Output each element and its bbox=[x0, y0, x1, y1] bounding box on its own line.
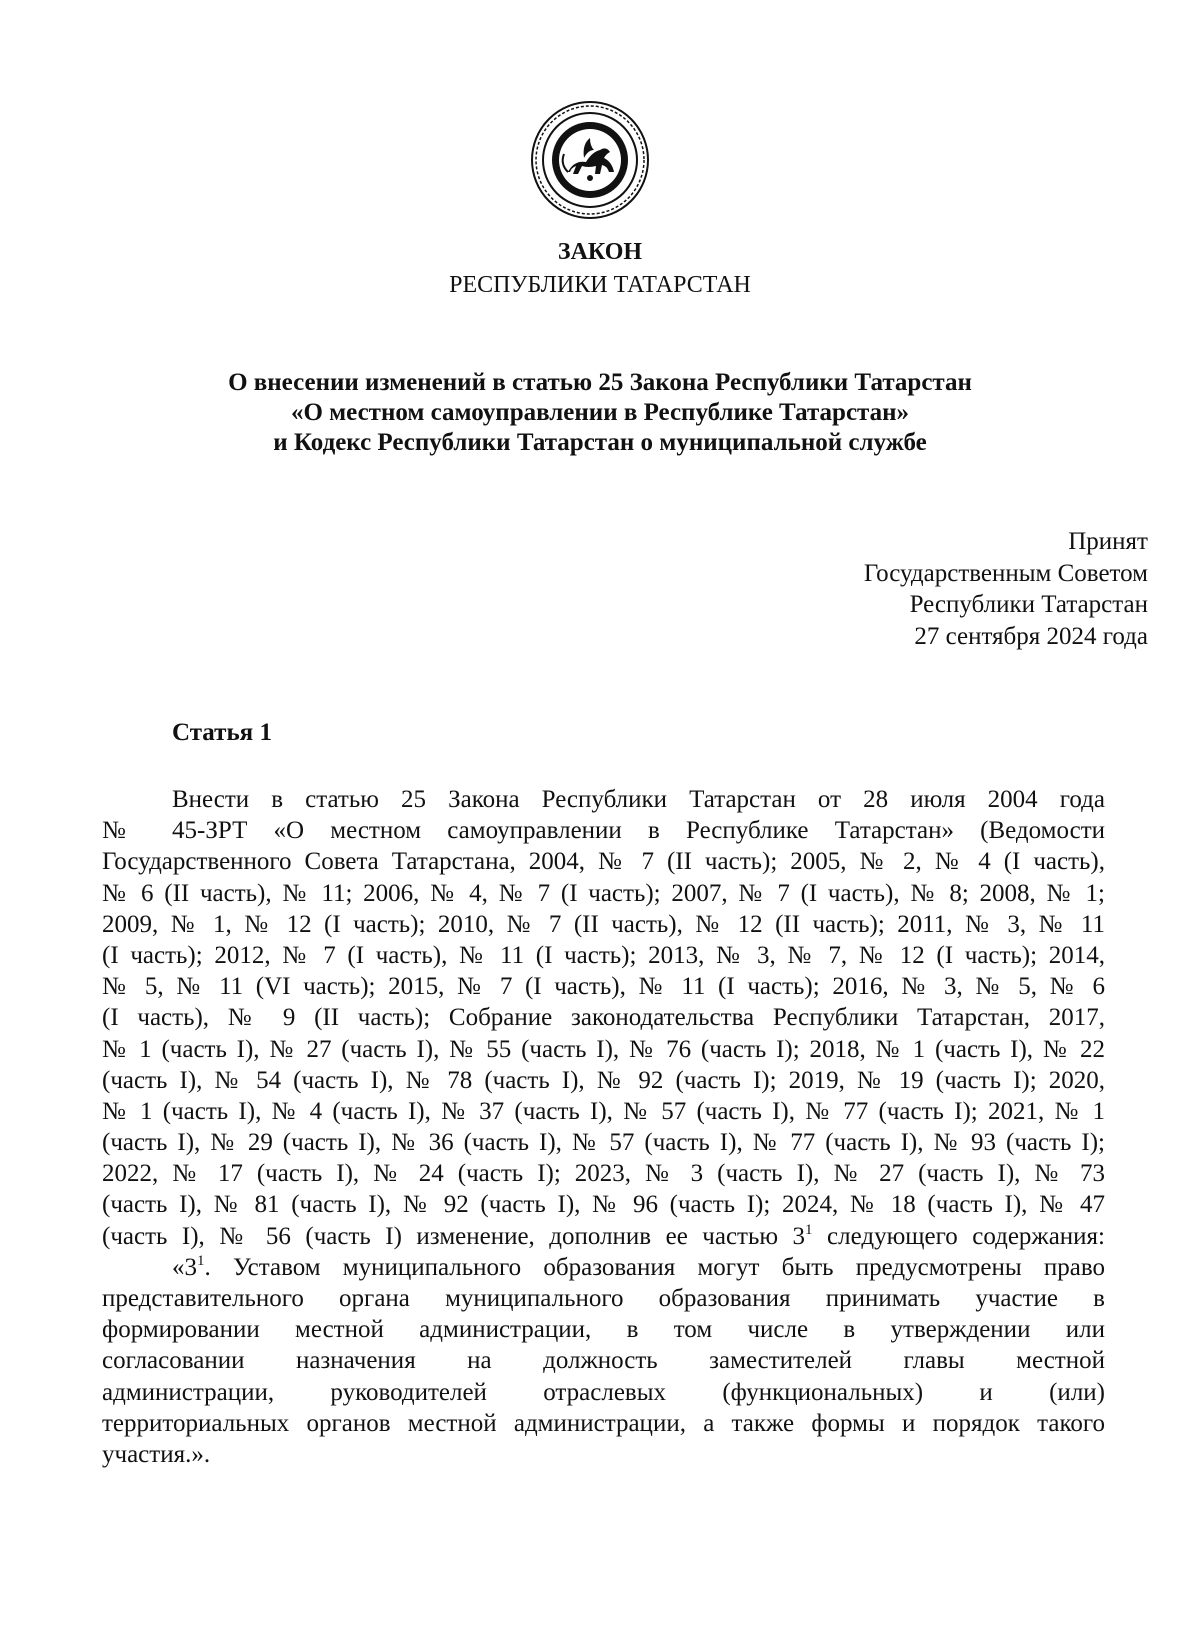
body-line: (I часть), № 9 (II часть); Собрание законодательства Республики Татарстан, 2017, bbox=[102, 1004, 1105, 1032]
text-run: (часть I), № 56 (часть I) изменение, дополнив ее частью 3 bbox=[102, 1222, 806, 1250]
law-title bbox=[160, 368, 1040, 458]
body-line: (I часть); 2012, № 7 (I часть), № 11 (I часть); 2013, № 3, № 7, № 12 (I часть); 2014, bbox=[102, 941, 1105, 969]
text-run: . Уставом муниципального образования могут быть предусмотрены право bbox=[204, 1253, 1105, 1281]
adoption-line: Принят bbox=[1068, 528, 1148, 555]
body-line: № 1 (часть I), № 4 (часть I), № 37 (часть I), № 57 (часть I), № 77 (часть I); 2021, № 1 bbox=[102, 1097, 1105, 1125]
text-run: следующего содержания: bbox=[812, 1222, 1106, 1250]
superscript: 1 bbox=[197, 1252, 205, 1269]
law-title-line: и Кодекс Республики Татарстан о муниципальной службе bbox=[273, 429, 927, 456]
adoption-line: Республики Татарстан bbox=[909, 591, 1148, 618]
issuing-authority: РЕСПУБЛИКИ ТАТАРСТАН bbox=[449, 272, 751, 298]
body-line: № 5, № 11 (VI часть); 2015, № 7 (I часть), № 11 (I часть); 2016, № 3, № 5, № 6 bbox=[102, 973, 1105, 1001]
body-line: № 45-ЗРТ «О местном самоуправлении в Республике Татарстан» (Ведомости bbox=[102, 817, 1105, 845]
quote-end-line: участия.». bbox=[102, 1440, 211, 1468]
quote-line: территориальных органов местной администрации, а также формы и порядок такого bbox=[102, 1409, 1105, 1437]
law-title-line: О внесении изменений в статью 25 Закона Республики Татарстан bbox=[228, 369, 972, 396]
quote-line: представительного органа муниципального образования принимать участие в bbox=[102, 1285, 1105, 1312]
body-line: (часть I), № 81 (часть I), № 92 (часть I), № 96 (часть I); 2024, № 18 (часть I), № 47 bbox=[102, 1191, 1105, 1219]
body-line: Государственного Совета Татарстана, 2004, № 7 (II часть); 2005, № 2, № 4 (I часть), bbox=[102, 848, 1105, 876]
adoption-block bbox=[864, 526, 1148, 652]
adoption-line: Государственным Советом bbox=[863, 559, 1148, 587]
body-line: № 1 (часть I), № 27 (часть I), № 55 (часть I), № 76 (часть I); 2018, № 1 (часть I), № 22 bbox=[102, 1035, 1105, 1063]
body-line: (часть I), № 54 (часть I), № 78 (часть I), № 92 (часть I); 2019, № 19 (часть I); 2020, bbox=[102, 1066, 1105, 1094]
body-line: Внести в статью 25 Закона Республики Татарстан от 28 июля 2004 года bbox=[172, 786, 1105, 813]
body-line: 2022, № 17 (часть I), № 24 (часть I); 2023, № 3 (часть I), № 27 (часть I), № 73 bbox=[102, 1160, 1105, 1188]
quote-line: формировании местной администрации, в том числе в утверждении или bbox=[102, 1316, 1105, 1344]
body-line: 2009, № 1, № 12 (I часть); 2010, № 7 (II часть), № 12 (II часть); 2011, № 3, № 11 bbox=[102, 910, 1105, 938]
article-heading: Статья 1 bbox=[172, 719, 272, 746]
quote-line: администрации, руководителей отраслевых (функциональных) и (или) bbox=[102, 1378, 1105, 1406]
document-type: ЗАКОН bbox=[557, 239, 643, 265]
tatarstan-coat-of-arms-icon bbox=[530, 100, 650, 220]
body-line: (часть I), № 29 (часть I), № 36 (часть I), № 57 (часть I), № 77 (часть I), № 93 (часть I); bbox=[102, 1129, 1105, 1157]
law-title-line: «О местном самоуправлении в Республике Татарстан» bbox=[290, 399, 910, 426]
superscript: 1 bbox=[805, 1221, 813, 1238]
article-body bbox=[102, 784, 1105, 1470]
body-line-with-superscript bbox=[102, 1221, 1105, 1252]
quote-first-line bbox=[102, 1252, 1105, 1283]
adoption-date: 27 сентября 2024 года bbox=[914, 622, 1148, 650]
text-run: «3 bbox=[172, 1253, 197, 1281]
quote-line: согласовании назначения на должность заместителей главы местной bbox=[102, 1347, 1105, 1375]
body-line: № 6 (II часть), № 11; 2006, № 4, № 7 (I часть); 2007, № 7 (I часть), № 8; 2008, № 1; bbox=[102, 879, 1105, 907]
